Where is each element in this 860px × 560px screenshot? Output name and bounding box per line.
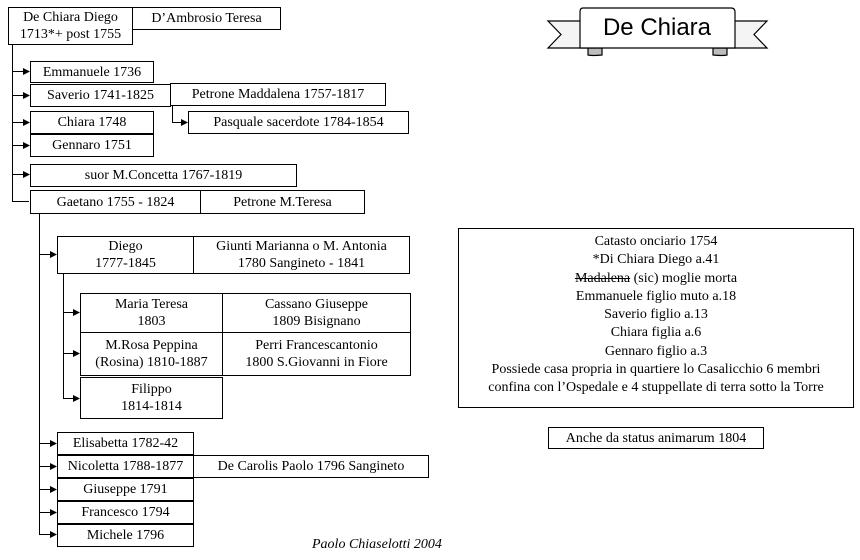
giuseppe-box	[57, 478, 194, 501]
author-credit: Paolo Chiaselotti 2004	[312, 537, 442, 552]
founder-box	[8, 7, 133, 45]
gaetano-label: Gaetano 1755 - 1824	[56, 194, 175, 210]
saverio-box	[30, 84, 171, 107]
diego-box	[57, 236, 194, 274]
rosina-box	[80, 332, 223, 376]
concetta-label: suor M.Concetta 1767-1819	[84, 168, 243, 183]
catasto-line: Chiara figlia a.6	[610, 325, 702, 341]
catasto-info-box	[458, 228, 854, 408]
emmanuele-box	[30, 61, 154, 83]
banner-title: De Chiara	[602, 14, 712, 41]
diego-dates: 1777-1845	[95, 256, 156, 271]
rosina-spouse-name: Perri Francescantonio	[255, 338, 378, 353]
catasto-struck-word: Madalena	[574, 270, 631, 286]
catasto-line	[459, 270, 853, 288]
catasto-line: confina con l’Ospedale e 4 stuppellate di terra sotto la Torre	[488, 380, 824, 396]
founder-spouse-name: D’Ambrosio Teresa	[151, 11, 262, 26]
catasto-line: Possiede casa propria in quartiere lo Casalicchio 6 membri	[491, 362, 821, 378]
francesco-box	[57, 501, 194, 524]
diego-spouse-box	[193, 236, 410, 274]
gaetano-spouse-label: Petrone M.Teresa	[233, 194, 332, 210]
gaetano-spouse-box	[200, 190, 365, 214]
catasto-line-rest: (sic) moglie morta	[630, 270, 738, 286]
michele-box	[57, 524, 194, 547]
maria-teresa-dates: 1803	[137, 314, 166, 329]
nicoletta-box	[57, 455, 194, 478]
gennaro-box	[30, 134, 154, 157]
catasto-line: Saverio figlio a.13	[604, 307, 708, 323]
maria-teresa-spouse-box	[222, 293, 411, 333]
elisabetta-box	[57, 432, 194, 455]
chiara-label: Chiara 1748	[57, 115, 127, 130]
status-note-label: Anche da status animarum 1804	[565, 430, 747, 446]
rosina-spouse-box	[222, 332, 411, 376]
filippo-dates: 1814-1814	[121, 399, 182, 414]
giuseppe-label: Giuseppe 1791	[83, 482, 168, 497]
diego-spouse-name: Giunti Marianna o M. Antonia	[216, 239, 387, 254]
founder-name: De Chiara Diego	[23, 10, 118, 25]
filippo-box	[80, 377, 223, 419]
maria-teresa-spouse-dates: 1809 Bisignano	[272, 314, 361, 329]
rosina-dates: (Rosina) 1810-1887	[95, 355, 208, 370]
diego-spouse-dates: 1780 Sangineto - 1841	[237, 256, 366, 271]
nicoletta-spouse-box	[193, 455, 429, 478]
catasto-line: Gennaro figlio a.3	[604, 343, 708, 359]
gaetano-box	[30, 190, 201, 214]
nicoletta-spouse-label: De Carolis Paolo 1796 Sangineto	[217, 459, 405, 474]
emmanuele-label: Emmanuele 1736	[42, 64, 142, 80]
founder-spouse-box	[132, 7, 281, 30]
pasquale-box	[188, 111, 409, 134]
status-animarum-note	[548, 427, 764, 449]
francesco-label: Francesco 1794	[81, 505, 170, 520]
maria-teresa-box	[80, 293, 223, 333]
maria-teresa-spouse-name: Cassano Giuseppe	[264, 297, 369, 312]
diego-name: Diego	[108, 239, 143, 254]
catasto-line: *Di Chiara Diego a.41	[592, 252, 720, 268]
founder-dates: 1713*+ post 1755	[19, 27, 122, 42]
maria-teresa-name: Maria Teresa	[114, 297, 188, 312]
nicoletta-label: Nicoletta 1788-1877	[67, 459, 184, 474]
catasto-line: Catasto onciario 1754	[594, 234, 718, 249]
rosina-spouse-dates: 1800 S.Giovanni in Fiore	[245, 355, 388, 370]
saverio-spouse-box	[170, 83, 386, 106]
concetta-box	[30, 164, 297, 187]
gennaro-label: Gennaro 1751	[52, 138, 132, 153]
pasquale-label: Pasquale sacerdote 1784-1854	[213, 115, 384, 130]
saverio-label: Saverio 1741-1825	[47, 88, 154, 103]
chiara-box	[30, 111, 154, 134]
elisabetta-label: Elisabetta 1782-42	[72, 436, 179, 451]
catasto-line: Emmanuele figlio muto a.18	[575, 288, 737, 304]
rosina-name: M.Rosa Peppina	[105, 338, 198, 353]
filippo-name: Filippo	[131, 382, 172, 397]
saverio-spouse-label: Petrone Maddalena 1757-1817	[191, 87, 365, 102]
michele-label: Michele 1796	[86, 528, 165, 543]
